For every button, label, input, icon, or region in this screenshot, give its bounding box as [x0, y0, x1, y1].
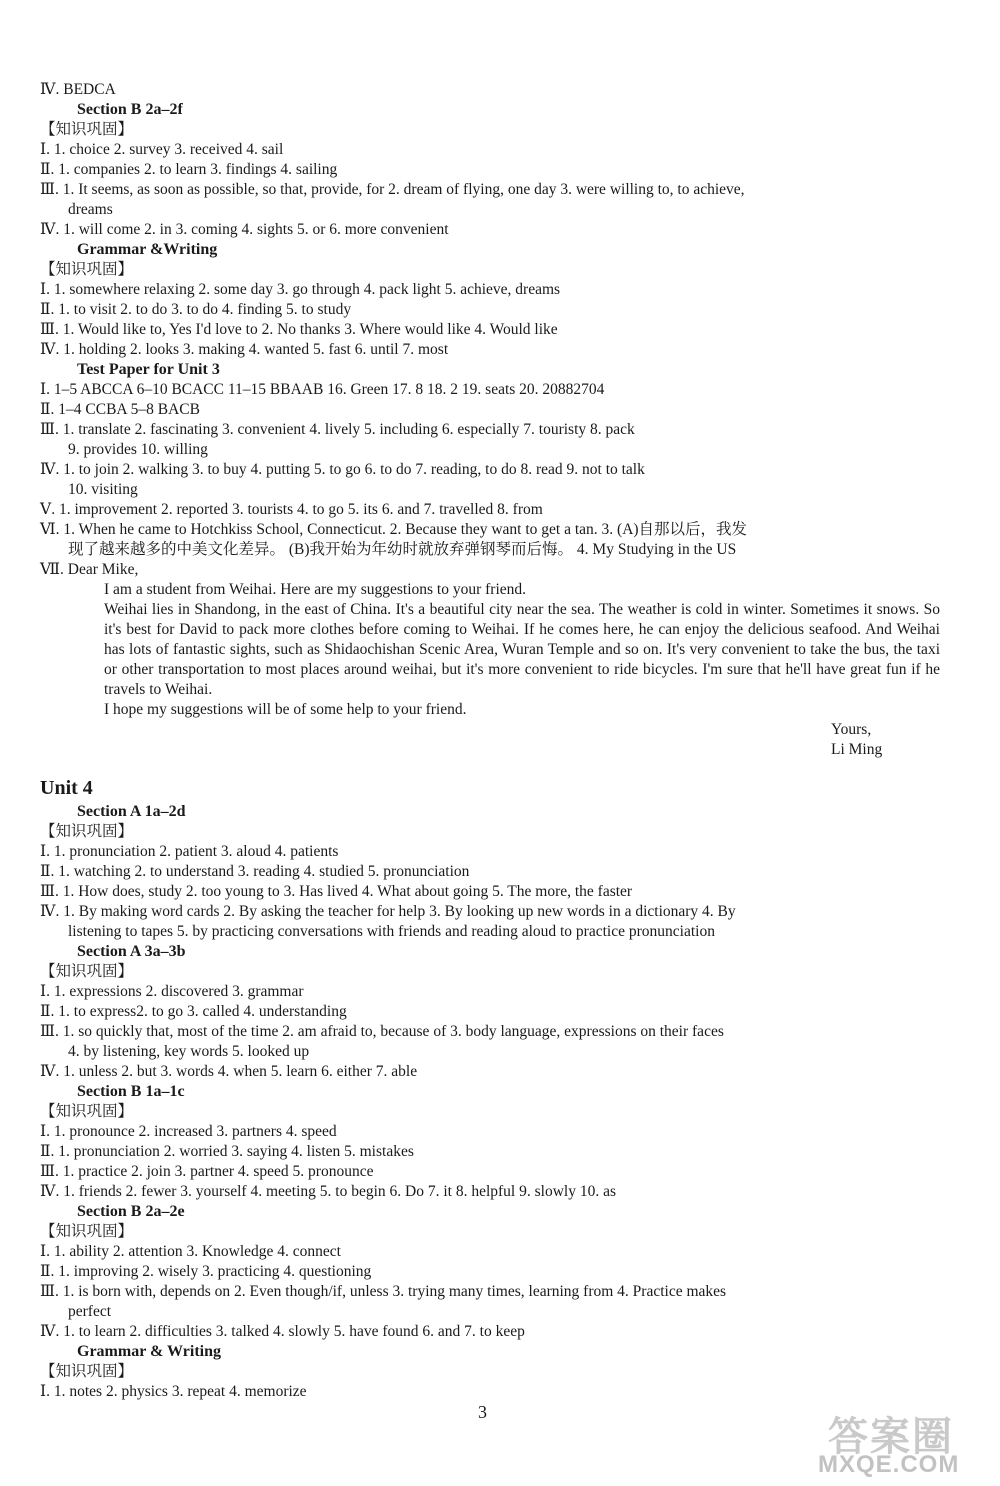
letter-paragraph: I hope my suggestions will be of some help to your friend.	[104, 701, 467, 718]
answer-line: 【知识巩固】	[40, 261, 134, 278]
answer-content	[40, 80, 940, 1402]
answer-line: Ⅴ. 1. improvement 2. reported 3. tourists 4. to go 5. its 6. and 7. travelled 8. from	[40, 501, 543, 518]
unit4-answers	[40, 802, 940, 1402]
section-heading: Grammar &Writing	[77, 241, 218, 258]
answer-line: Ⅰ. 1–5 ABCCA 6–10 BCACC 11–15 BBAAB 16. Green 17. 8 18. 2 19. seats 20. 20882704	[40, 381, 605, 398]
answer-line: listening to tapes 5. by practicing conversations with friends and reading aloud to practice pronunciation	[68, 923, 715, 940]
answer-line: Ⅳ. 1. to join 2. walking 3. to buy 4. putting 5. to go 6. to do 7. reading, to do 8. read 9. not to talk	[40, 461, 645, 478]
answer-line: Ⅳ. 1. to learn 2. difficulties 3. talked 4. slowly 5. have found 6. and 7. to keep	[40, 1323, 525, 1340]
answer-line: Ⅳ. 1. By making word cards 2. By asking the teacher for help 3. By looking up new words in a dictionary 4. By	[40, 903, 736, 920]
watermark-logo	[818, 1405, 983, 1477]
section-heading: Section B 2a–2e	[77, 1203, 185, 1220]
answer-line: Ⅰ. 1. pronounce 2. increased 3. partners 4. speed	[40, 1123, 337, 1140]
answer-line: Ⅱ. 1. to visit 2. to do 3. to do 4. finding 5. to study	[40, 301, 352, 318]
answer-line: Ⅰ. 1. ability 2. attention 3. Knowledge 4. connect	[40, 1243, 341, 1260]
answer-line: 【知识巩固】	[40, 121, 134, 138]
answer-line: Ⅰ. 1. somewhere relaxing 2. some day 3. go through 4. pack light 5. achieve, dreams	[40, 281, 561, 298]
answer-line: Ⅱ. 1. to express2. to go 3. called 4. understanding	[40, 1003, 347, 1020]
answer-line: Ⅱ. 1–4 CCBA 5–8 BACB	[40, 401, 200, 418]
answer-line: 【知识巩固】	[40, 823, 134, 840]
answer-line: Ⅰ. 1. pronunciation 2. patient 3. aloud 4. patients	[40, 843, 339, 860]
answer-line: 现了越来越多的中美文化差异。 (B)我开始为年幼时就放弃弹钢琴而后悔。 4. My Studying in the US	[68, 541, 737, 558]
answer-line: Ⅲ. 1. It seems, as soon as possible, so that, provide, for 2. dream of flying, one day 3. were willing to, to achieve,	[40, 181, 745, 198]
watermark-logo-text: 答案圈	[828, 1415, 954, 1459]
section-heading: Grammar & Writing	[77, 1343, 221, 1360]
answer-line: dreams	[68, 201, 113, 218]
watermark-site-text: MXQE.COM	[818, 1451, 960, 1478]
unit3-answers	[40, 80, 940, 580]
section-heading: Section B 1a–1c	[77, 1083, 185, 1100]
answer-line: Ⅲ. 1. How does, study 2. too young to 3. Has lived 4. What about going 5. The more, the faster	[40, 883, 633, 900]
writing-letter	[40, 580, 940, 720]
letter-paragraph: I am a student from Weihai. Here are my suggestions to your friend.	[104, 581, 527, 598]
answer-line: Ⅳ. 1. unless 2. but 3. words 4. when 5. learn 6. either 7. able	[40, 1063, 418, 1080]
section-heading: Section A 3a–3b	[77, 943, 186, 960]
answer-line: Ⅳ. BEDCA	[40, 81, 116, 98]
answer-line: Ⅱ. 1. watching 2. to understand 3. reading 4. studied 5. pronunciation	[40, 863, 470, 880]
letter-signature: Li Ming	[831, 741, 883, 758]
answer-line: Ⅳ. 1. will come 2. in 3. coming 4. sights 5. or 6. more convenient	[40, 221, 449, 238]
answer-line: Ⅲ. 1. is born with, depends on 2. Even though/if, unless 3. trying many times, learning from 4. Practice makes	[40, 1283, 727, 1300]
answer-line: Ⅰ. 1. notes 2. physics 3. repeat 4. memorize	[40, 1383, 307, 1400]
answer-line: Ⅱ. 1. companies 2. to learn 3. findings 4. sailing	[40, 161, 338, 178]
answer-line: 【知识巩固】	[40, 1363, 134, 1380]
answer-line: Ⅰ. 1. expressions 2. discovered 3. grammar	[40, 983, 304, 1000]
answer-line: perfect	[68, 1303, 112, 1320]
answer-line: Ⅲ. 1. so quickly that, most of the time 2. am afraid to, because of 3. body language, expressions on their faces	[40, 1023, 724, 1040]
answer-line: Ⅲ. 1. translate 2. fascinating 3. convenient 4. lively 5. including 6. especially 7. touristy 8. pack	[40, 421, 635, 438]
answer-line: Ⅲ. 1. Would like to, Yes I'd love to 2. No thanks 3. Where would like 4. Would like	[40, 321, 558, 338]
answer-line: Ⅵ. 1. When he came to Hotchkiss School, Connecticut. 2. Because they want to get a tan. 3. (A)自那以后，我发	[40, 521, 748, 538]
answer-line: Ⅲ. 1. practice 2. join 3. partner 4. speed 5. pronounce	[40, 1163, 374, 1180]
answer-line: 【知识巩固】	[40, 1223, 134, 1240]
unit-title: Unit 4	[40, 777, 93, 799]
letter-closing: Yours,	[831, 721, 872, 738]
answer-line: Ⅶ. Dear Mike,	[40, 561, 139, 578]
answer-line: Ⅳ. 1. holding 2. looks 3. making 4. wanted 5. fast 6. until 7. most	[40, 341, 449, 358]
page-number: 3	[478, 1402, 487, 1422]
answer-line: 9. provides 10. willing	[68, 441, 208, 458]
answer-line: Ⅱ. 1. improving 2. wisely 3. practicing 4. questioning	[40, 1263, 372, 1280]
answer-line: 【知识巩固】	[40, 1103, 134, 1120]
section-heading: Section B 2a–2f	[77, 101, 183, 118]
section-heading: Section A 1a–2d	[77, 803, 186, 820]
answer-line: Ⅳ. 1. friends 2. fewer 3. yourself 4. meeting 5. to begin 6. Do 7. it 8. helpful 9. slowly 10. as	[40, 1183, 616, 1200]
section-heading: Test Paper for Unit 3	[77, 361, 220, 378]
answer-line: Ⅰ. 1. choice 2. survey 3. received 4. sail	[40, 141, 284, 158]
letter-paragraph: Weihai lies in Shandong, in the east of China. It's a beautiful city near the sea. The weather is cold in winter. Sometimes it snows. So it's best for David to pack more clothes before coming to Weihai. If he comes here, he can enjoy the delicious seafood. And Weihai has lots of fantastic sights, such as Shidaochishan Scenic Area, Wuran Temple and so on. It's very convenient to take the bus, the taxi or other transportation to most places around weihai, but it's more convenient to ride bicycles. I'm sure that he'll have great fun if he travels to Weihai.	[104, 601, 940, 698]
answer-line: Ⅱ. 1. pronunciation 2. worried 3. saying 4. listen 5. mistakes	[40, 1143, 414, 1160]
answer-line: 【知识巩固】	[40, 963, 134, 980]
answer-line: 4. by listening, key words 5. looked up	[68, 1043, 310, 1060]
answer-line: 10. visiting	[68, 481, 138, 498]
